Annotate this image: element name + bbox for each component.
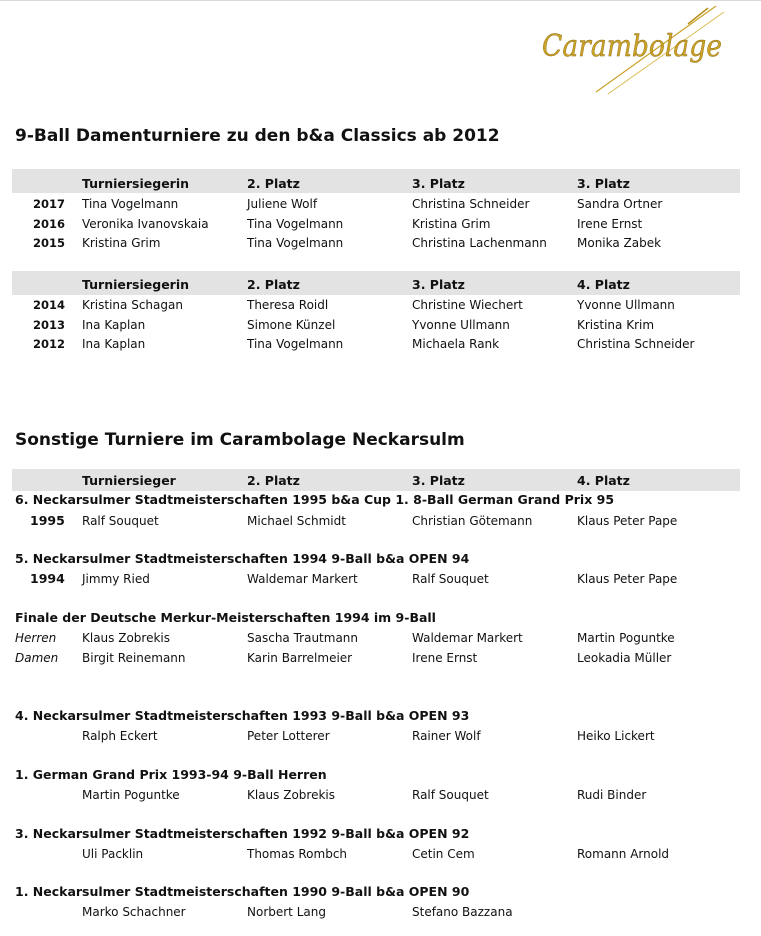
table1-header-col2: 2. Platz	[247, 176, 300, 191]
event2-row1-place2: Waldemar Markert	[247, 572, 358, 586]
section2-header-col1: Turniersieger	[82, 473, 176, 488]
event3-row1-place4: Martin Poguntke	[577, 631, 675, 645]
event1-row1-place3: Christian Götemann	[412, 514, 533, 528]
table1-row1-place2: Juliene Wolf	[247, 197, 318, 211]
event3-row1-place2: Sascha Trautmann	[247, 631, 359, 645]
table2-row2-place3: Yvonne Ullmann	[412, 318, 510, 332]
table1-row1-place3b: Sandra Ortner	[577, 197, 663, 211]
table1-row3-place2: Tina Vogelmann	[247, 236, 344, 250]
table1-header-col4: 3. Platz	[577, 176, 630, 191]
event4-row1-place3: Rainer Wolf	[412, 729, 481, 743]
event2-title: 5. Neckarsulmer Stadtmeisterschaften 1994 9-Ball b&a OPEN 94	[15, 551, 470, 566]
event2-row1-place4: Klaus Peter Pape	[577, 572, 678, 586]
section2-title: Sonstige Turniere im Carambolage Neckarsulm	[15, 430, 465, 450]
table2-row2-year: 2013	[33, 318, 66, 332]
section2-header-col3: 3. Platz	[412, 473, 465, 488]
section2-header-col4: 4. Platz	[577, 473, 630, 488]
table1-row2-winner: Veronika Ivanovskaia	[82, 217, 209, 231]
event7-row1-place2: Norbert Lang	[247, 905, 326, 919]
table2-header-col2: 2. Platz	[247, 277, 300, 292]
event5-row1-place4: Rudi Binder	[577, 788, 647, 802]
event2-row1-winner: Jimmy Ried	[82, 572, 150, 586]
event1-row1-winner: Ralf Souquet	[82, 514, 159, 528]
event6-row1-place3: Cetin Cem	[412, 847, 475, 861]
event5-title: 1. German Grand Prix 1993-94 9-Ball Herren	[15, 767, 327, 782]
event7-row1-place3: Stefano Bazzana	[412, 905, 513, 919]
event1-row1-place2: Michael Schmidt	[247, 514, 346, 528]
logo-text: Carambolage	[542, 29, 722, 64]
event5-row1-winner: Martin Poguntke	[82, 788, 180, 802]
table2-row2-place2: Simone Künzel	[247, 318, 336, 332]
table1-row1-place3a: Christina Schneider	[412, 197, 530, 211]
section2-header-col2: 2. Platz	[247, 473, 300, 488]
event3-row1-label: Herren	[15, 631, 57, 645]
event3-row2-winner: Birgit Reinemann	[82, 651, 186, 665]
event7-title: 1. Neckarsulmer Stadtmeisterschaften 1990 9-Ball b&a OPEN 90	[15, 884, 470, 899]
table2-header-col3: 3. Platz	[412, 277, 465, 292]
table1-header-col1: Turniersiegerin	[82, 176, 190, 191]
table2-row1-place4: Yvonne Ullmann	[577, 298, 675, 312]
table2-row1-place3: Christine Wiechert	[412, 298, 523, 312]
table1-row2-place3b: Irene Ernst	[577, 217, 643, 231]
event3-row2-place4: Leokadia Müller	[577, 651, 672, 665]
event3-row2-place2: Karin Barrelmeier	[247, 651, 353, 665]
table1-row2-place3a: Kristina Grim	[412, 217, 491, 231]
event4-row1-place2: Peter Lotterer	[247, 729, 330, 743]
table2-row2-place4: Kristina Krim	[577, 318, 655, 332]
table1-row3-year: 2015	[33, 236, 66, 250]
table2-row1-year: 2014	[33, 298, 66, 312]
table1-row2-place2: Tina Vogelmann	[247, 217, 344, 231]
table2-row3-place3: Michaela Rank	[412, 337, 500, 351]
event5-row1-place2: Klaus Zobrekis	[247, 788, 335, 802]
table2-row3-place2: Tina Vogelmann	[247, 337, 344, 351]
table1-row1-year: 2017	[33, 197, 66, 211]
table1-row3-place3a: Christina Lachenmann	[412, 236, 547, 250]
section1-title: 9-Ball Damenturniere zu den b&a Classics ab 2012	[15, 126, 500, 146]
event7-row1-winner: Marko Schachner	[82, 905, 186, 919]
event3-title: Finale der Deutsche Merkur-Meisterschaften 1994 im 9-Ball	[15, 610, 436, 625]
event3-row2-label: Damen	[15, 651, 59, 665]
table2-row3-winner: Ina Kaplan	[82, 337, 146, 351]
event1-row1-label: 1995	[30, 513, 65, 528]
table2-header-col4: 4. Platz	[577, 277, 630, 292]
table2-row3-year: 2012	[33, 337, 66, 351]
carambolage-logo	[538, 4, 728, 96]
table2-row1-winner: Kristina Schagan	[82, 298, 183, 312]
event6-row1-winner: Uli Packlin	[82, 847, 144, 861]
event2-row1-place3: Ralf Souquet	[412, 572, 489, 586]
table1-row2-year: 2016	[33, 217, 66, 231]
event3-row2-place3: Irene Ernst	[412, 651, 478, 665]
event6-title: 3. Neckarsulmer Stadtmeisterschaften 1992 9-Ball b&a OPEN 92	[15, 826, 470, 841]
event5-row1-place3: Ralf Souquet	[412, 788, 489, 802]
event3-row1-winner: Klaus Zobrekis	[82, 631, 170, 645]
event4-title: 4. Neckarsulmer Stadtmeisterschaften 1993 9-Ball b&a OPEN 93	[15, 708, 470, 723]
event3-row1-place3: Waldemar Markert	[412, 631, 523, 645]
event2-row1-label: 1994	[30, 571, 65, 586]
event4-row1-winner: Ralph Eckert	[82, 729, 158, 743]
event6-row1-place2: Thomas Rombch	[247, 847, 348, 861]
table2-header-col1: Turniersiegerin	[82, 277, 190, 292]
event1-row1-place4: Klaus Peter Pape	[577, 514, 678, 528]
table2-row2-winner: Ina Kaplan	[82, 318, 146, 332]
table1-header-col3: 3. Platz	[412, 176, 465, 191]
table1-row3-winner: Kristina Grim	[82, 236, 161, 250]
event6-row1-place4: Romann Arnold	[577, 847, 670, 861]
event1-title: 6. Neckarsulmer Stadtmeisterschaften 1995 b&a Cup 1. 8-Ball German Grand Prix 95	[15, 492, 615, 507]
event4-row1-place4: Heiko Lickert	[577, 729, 655, 743]
table1-row3-place3b: Monika Zabek	[577, 236, 662, 250]
table2-row3-place4: Christina Schneider	[577, 337, 695, 351]
table2-row1-place2: Theresa Roidl	[247, 298, 329, 312]
table1-row1-winner: Tina Vogelmann	[82, 197, 179, 211]
top-divider	[0, 0, 761, 1]
